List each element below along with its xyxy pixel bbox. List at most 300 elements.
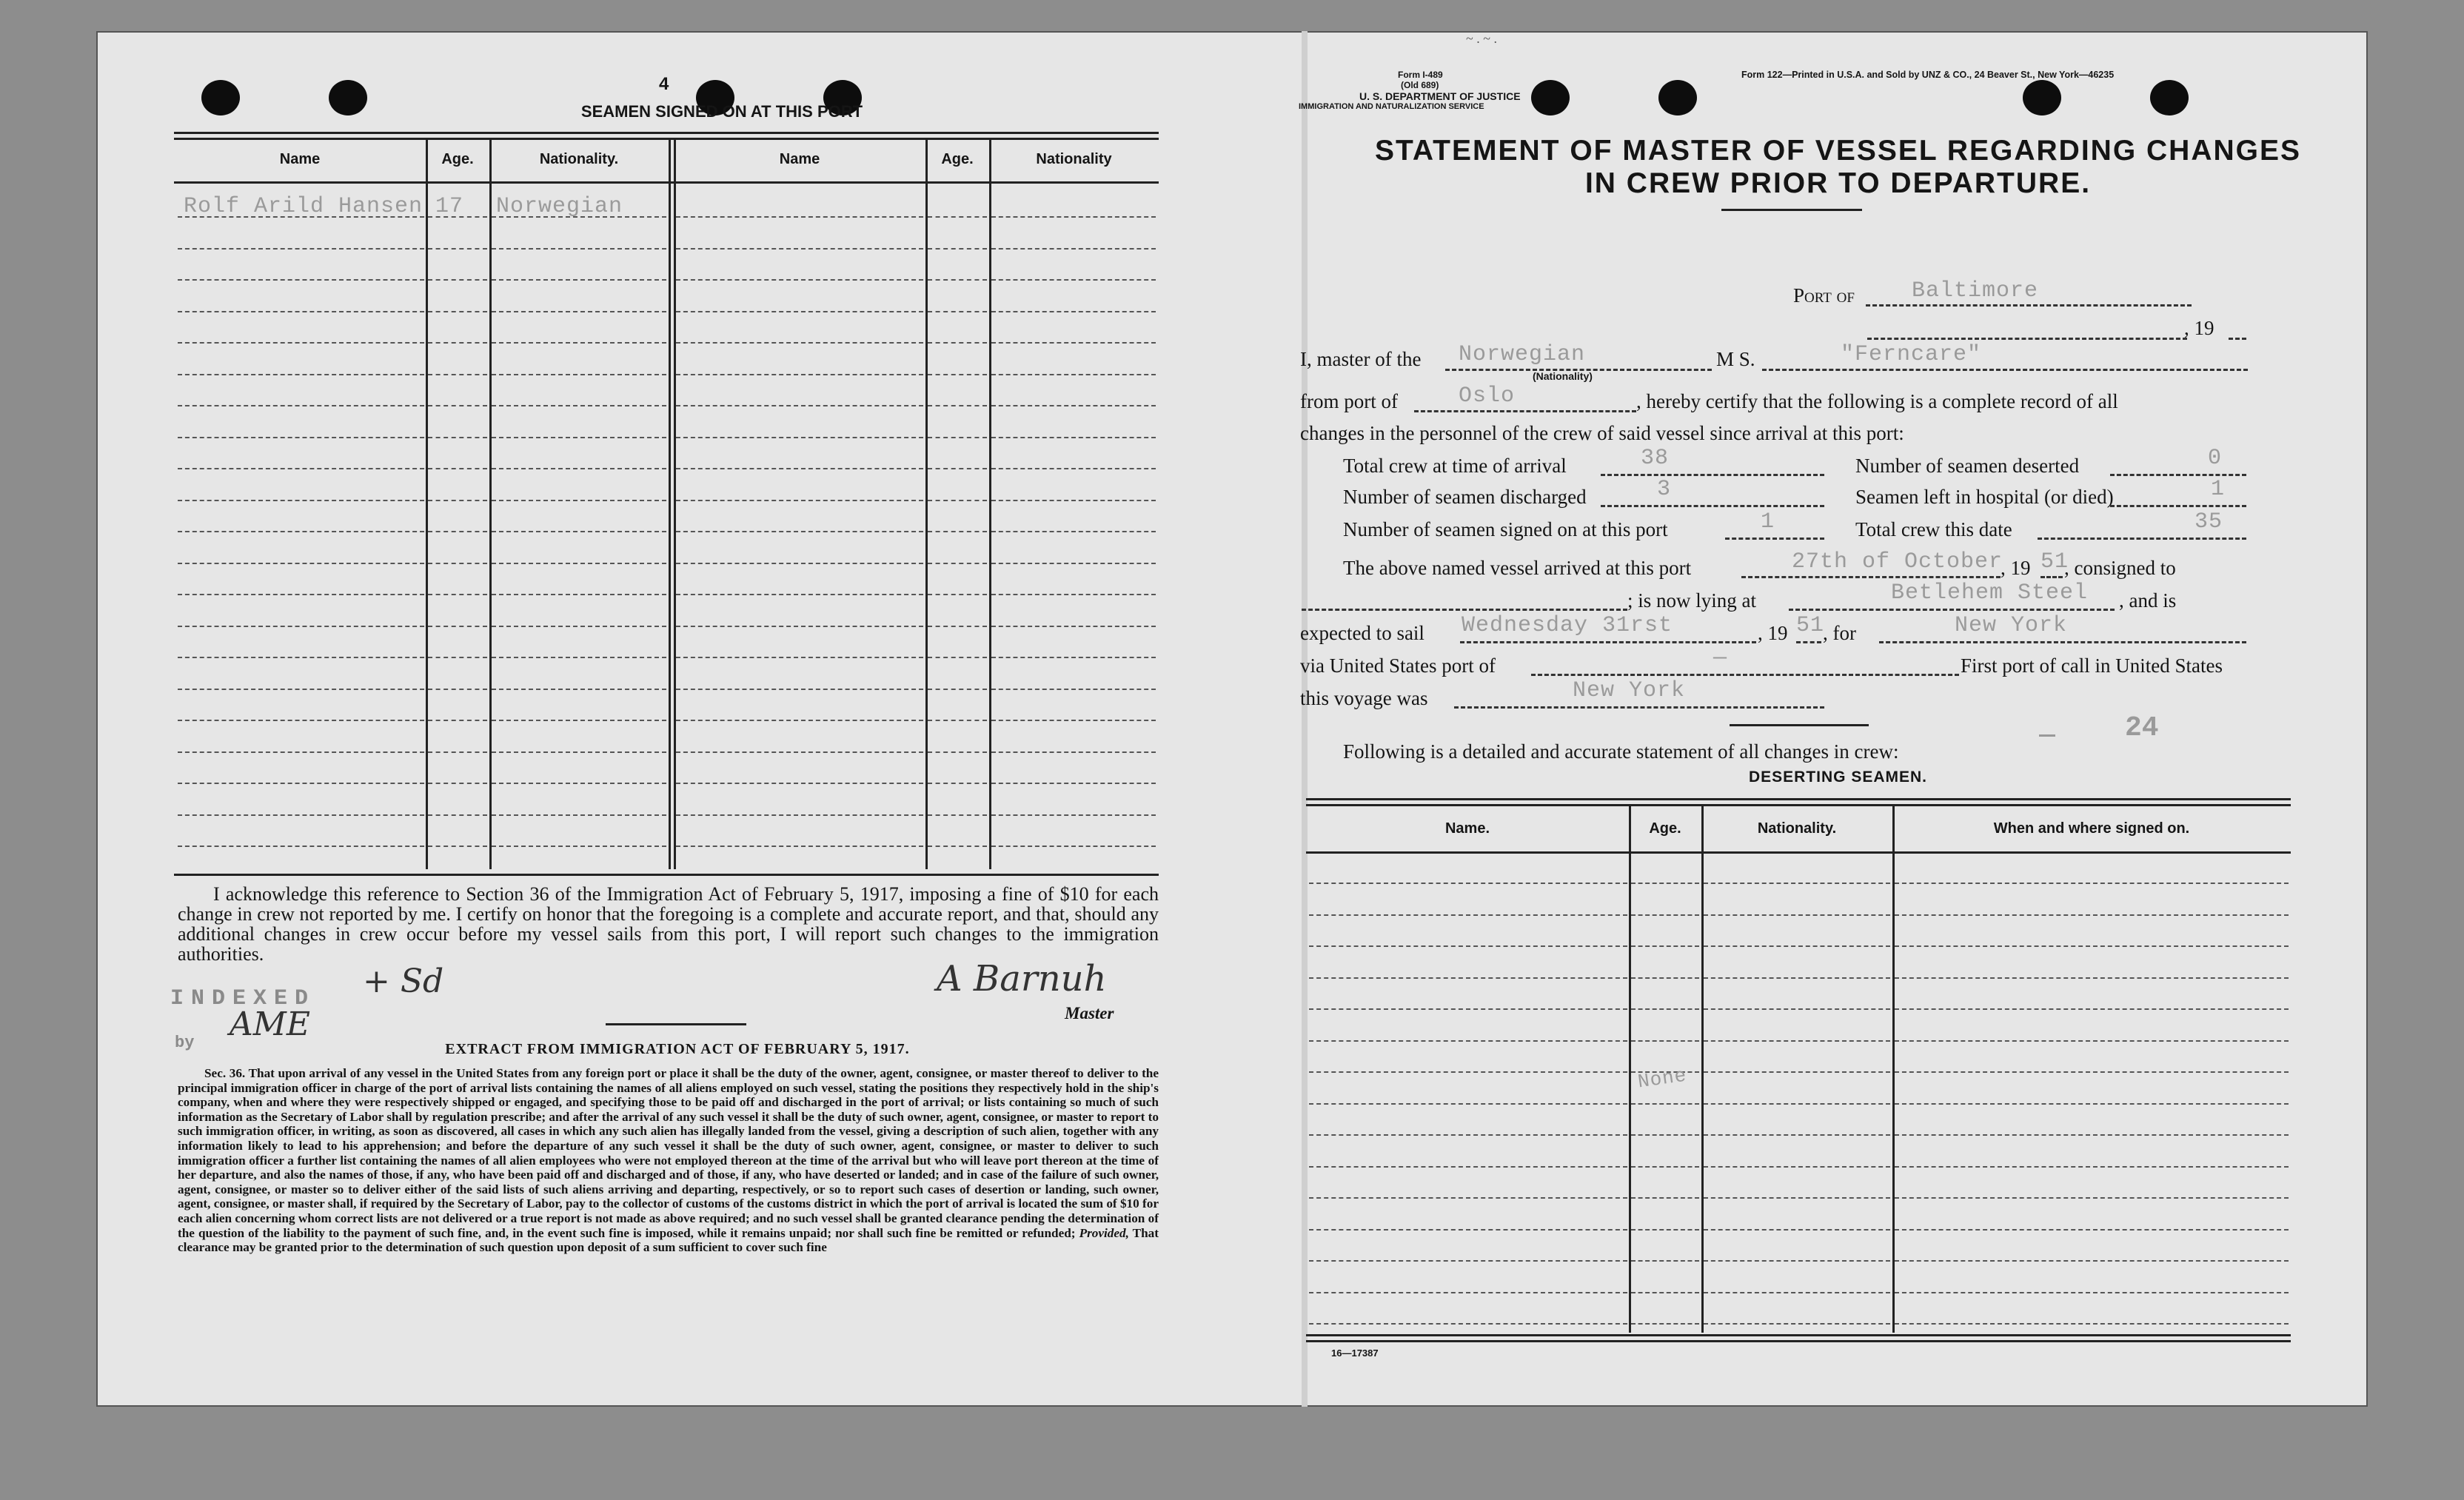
- total-crew-arrival-label: Total crew at time of arrival: [1343, 455, 1567, 477]
- indexed-stamp: INDEXED: [170, 986, 316, 1011]
- via-port-value: —: [1713, 646, 1728, 671]
- table-row-line: [1309, 1166, 1627, 1168]
- following-label: Following is a detailed and accurate statement of all changes in crew:: [1343, 740, 1899, 763]
- table-row-line: [428, 279, 487, 281]
- table-row-line: [428, 248, 487, 250]
- vessel-type: M S.: [1716, 348, 1755, 370]
- total-crew-date-label: Total crew this date: [1855, 518, 2012, 540]
- table-row-line: [492, 814, 666, 816]
- table-row-line: [492, 342, 666, 344]
- table-row-line: [991, 468, 1156, 469]
- deserting-header-when-where: When and where signed on.: [1993, 820, 2190, 837]
- table-row-line: [492, 500, 666, 501]
- table-row-line: [428, 563, 487, 564]
- footer-code: 16—17387: [1331, 1347, 1379, 1359]
- discharged-value: 3: [1657, 477, 1672, 502]
- total-crew-date-field: [2038, 535, 2246, 540]
- table-row-line: [492, 689, 666, 690]
- table-row-line: [991, 500, 1156, 501]
- table-row-line: [676, 531, 923, 532]
- table-row-line: [492, 657, 666, 658]
- table-row-line: [928, 216, 987, 218]
- table-row-line: [1704, 1292, 1890, 1293]
- lying-at-field: [1789, 606, 2115, 611]
- table-row-line: [676, 500, 923, 501]
- table-row-line: [991, 783, 1156, 784]
- table-row-line: [991, 531, 1156, 532]
- table-row-line: [1309, 1040, 1627, 1042]
- table-row-line: [1704, 1103, 1890, 1105]
- deserted-field: [2110, 471, 2246, 476]
- table-row-line: [1895, 1260, 2289, 1262]
- table-row-line: [492, 751, 666, 753]
- table-row-line: [1309, 1323, 1627, 1325]
- discharged-label: Number of seamen discharged: [1343, 486, 1587, 508]
- table-row-line: [492, 279, 666, 281]
- table-row-line: [428, 657, 487, 658]
- from-port-label: from port of: [1300, 390, 1398, 412]
- divider-rule: [1730, 724, 1869, 726]
- table-row-line: [428, 720, 487, 721]
- table-row-line: [1704, 1071, 1890, 1073]
- table-row-line: [492, 531, 666, 532]
- table-row-line: [178, 248, 424, 250]
- section-label: Sec. 36.: [204, 1066, 246, 1080]
- vessel-name-field: [1762, 366, 2248, 371]
- deserting-entry: None: [1636, 1064, 1689, 1094]
- table-row-line: [428, 814, 487, 816]
- table-row-line: [676, 689, 923, 690]
- table-row-line: [991, 216, 1156, 218]
- table-row-line: [991, 689, 1156, 690]
- table-row-line: [676, 468, 923, 469]
- table-row-line: [178, 814, 424, 816]
- table-row-line: [1895, 1292, 2289, 1293]
- table-row-line: [991, 248, 1156, 250]
- form-number: Form I-489: [1398, 70, 1443, 80]
- table-row-line: [928, 846, 987, 847]
- table-row-line: [492, 311, 666, 312]
- table-row-line: [928, 374, 987, 375]
- table-row-line: [1704, 1197, 1890, 1199]
- page-fold: [1302, 31, 1308, 1407]
- form-title-line-1: STATEMENT OF MASTER OF VESSEL REGARDING CHANGES: [1374, 135, 2302, 167]
- table-row-line: [928, 783, 987, 784]
- table-row-line: [1309, 1071, 1627, 1073]
- table-row-line: [1631, 1008, 1699, 1010]
- table-row-line: [1309, 945, 1627, 947]
- table-row-line: [676, 751, 923, 753]
- nationality-caption: (Nationality): [1533, 370, 1593, 382]
- year-prefix: , 19: [2184, 317, 2214, 339]
- column-divider: [1892, 806, 1895, 1333]
- table-row-line: [1631, 1323, 1699, 1325]
- table-row-line: [428, 500, 487, 501]
- deserting-header-nationality: Nationality.: [1757, 820, 1837, 837]
- table-row-line: [928, 626, 987, 627]
- punch-hole: [201, 80, 240, 115]
- table-row-line: [428, 342, 487, 344]
- table-row-line: [1631, 1197, 1699, 1199]
- table-row-line: [178, 594, 424, 595]
- table-row-line: [178, 657, 424, 658]
- table-row-line: [1895, 1008, 2289, 1010]
- table-row-line: [1895, 945, 2289, 947]
- master-signature: A Barnuh: [937, 958, 1107, 1000]
- table-row-line: [991, 657, 1156, 658]
- table-row-line: [928, 594, 987, 595]
- table-row-line: [178, 689, 424, 690]
- via-port-field: [1531, 671, 1959, 676]
- column-divider: [1701, 806, 1704, 1333]
- lying-label: ; is now lying at: [1627, 589, 1756, 612]
- table-row-line: [1631, 1166, 1699, 1168]
- table-row-line: [492, 468, 666, 469]
- table-row-line: [1895, 1197, 2289, 1199]
- table-row-line: [1309, 1103, 1627, 1105]
- table-row-line: [676, 342, 923, 344]
- table-bottom-rule: [174, 874, 1159, 876]
- sail-year-prefix: , 19: [1758, 622, 1788, 644]
- stamp-dash: [2039, 734, 2055, 737]
- total-crew-arrival-value: 38: [1641, 446, 1670, 471]
- table-row-line: [1704, 977, 1890, 979]
- table-row-line: [428, 626, 487, 627]
- table-row-line: [1895, 883, 2289, 884]
- table-row-line: [492, 626, 666, 627]
- table-row-line: [991, 405, 1156, 406]
- table-row-line: [928, 814, 987, 816]
- table-row-line: [676, 594, 923, 595]
- table-row-line: [676, 311, 923, 312]
- table-row-line: [428, 468, 487, 469]
- hospital-field: [2110, 502, 2246, 507]
- total-crew-arrival-field: [1601, 471, 1824, 476]
- and-is-label: , and is: [2119, 589, 2177, 612]
- vessel-name-value: "Ferncare": [1841, 342, 1982, 367]
- title-rule: [1721, 209, 1862, 211]
- table-row-line: [1631, 945, 1699, 947]
- table-row-line: [991, 563, 1156, 564]
- table-row-line: [928, 531, 987, 532]
- punch-hole: [329, 80, 367, 115]
- signed-on-field: [1725, 535, 1824, 540]
- department-name: U. S. DEPARTMENT OF JUSTICE: [1359, 90, 1521, 102]
- table-row-line: [1309, 883, 1627, 884]
- table-row-line: [178, 279, 424, 281]
- first-port-label: First port of call in United States: [1961, 654, 2223, 677]
- table-row-line: [991, 626, 1156, 627]
- table-row-line: [928, 563, 987, 564]
- changes-text: changes in the personnel of the crew of said vessel since arrival at this port:: [1300, 422, 1904, 444]
- entry-name: Rolf Arild Hansen: [184, 194, 424, 219]
- arrived-date-value: 27th of October: [1792, 549, 2003, 575]
- table-row-line: [1704, 1008, 1890, 1010]
- column-header-nationality: Nationality: [1036, 151, 1112, 167]
- table-row-line: [178, 563, 424, 564]
- deserting-table-header-rule: [1306, 851, 2291, 854]
- table-row-line: [178, 374, 424, 375]
- table-row-line: [676, 405, 923, 406]
- table-row-line: [1631, 1260, 1699, 1262]
- for-label: , for: [1823, 622, 1856, 644]
- table-row-line: [676, 437, 923, 438]
- certify-text: , hereby certify that the following is a complete record of all: [1636, 390, 2118, 412]
- table-row-line: [676, 846, 923, 847]
- table-row-line: [178, 437, 424, 438]
- master-of-label: I, master of the: [1300, 348, 1422, 370]
- deserting-header-name: Name.: [1444, 820, 1490, 837]
- table-row-line: [928, 500, 987, 501]
- table-row-line: [991, 279, 1156, 281]
- table-row-line: [492, 563, 666, 564]
- deserting-header-age: Age.: [1649, 820, 1681, 837]
- table-row-line: [492, 405, 666, 406]
- table-row-line: [1895, 1071, 2289, 1073]
- table-row-line: [991, 311, 1156, 312]
- table-row-line: [1704, 1323, 1890, 1325]
- table-row-line: [991, 594, 1156, 595]
- table-row-line: [492, 594, 666, 595]
- table-row-line: [676, 248, 923, 250]
- section-body: That upon arrival of any vessel in the United States from any foreign port or place it shall be the duty of the owner, agent, consignee, or master thereof to deliver to the principal immigration officer in charge of the port of arrival lists containing the names of all aliens employed on such vessel, stating the positions they respectively hold in the ship's company, when and where they were respectively shipped or engaged, and specifying those to be paid off and discharged in the port of arrival; or lists containing so much of such information as the Secretary of Labor shall by regulation prescribe; and after the arrival of any such vessel it shall be the duty of such owner, agent, consignee, or master to report to such immigration officer, in writing, as soon as discovered, all cases in which any such alien has illegally landed from the vessel, giving a description of such alien, together with any information likely to lead to his apprehension; and before the departure of any such vessel it shall be the duty of such owner, agent, consignee, or master to deliver to such immigration officer a further list containing the names of all alien employees who were not employed thereon at the time of the arrival but who will leave port thereon at the time of her departure, and also the names of those, if any, who have been paid off and discharged and of those, if any, who have deserted or landed; and in case of the failure of such owner, agent, consignee, or master so to deliver either of the said lists of such aliens arriving and departing, respectively, or so to report such cases of desertion or landing, such owner, agent, consignee, or master shall, if required by the Secretary of Labor, pay to the collector of customs of the customs district in which the port of arrival is located the sum of $10 for each alien concerning whom correct lists are not delivered or a true report is not made as above required; and no such vessel shall be granted clearance pending the determination of the question of the liability to the payment of such fine, and, in the event such fine is imposed, while it remains unpaid; nor shall such fine be remitted or refunded;: [178, 1066, 1159, 1240]
- table-row-line: [1309, 914, 1627, 916]
- entry-age: 17: [435, 194, 464, 219]
- table-row-line: [1704, 1229, 1890, 1231]
- table-row-line: [1309, 1197, 1627, 1199]
- column-divider: [669, 139, 671, 869]
- via-label: via United States port of: [1300, 654, 1496, 677]
- table-row-line: [1704, 945, 1890, 947]
- column-header-name: Name: [779, 151, 820, 167]
- first-port-value: New York: [1573, 678, 1686, 703]
- table-row-line: [178, 311, 424, 312]
- table-row-line: [991, 720, 1156, 721]
- table-row-line: [428, 531, 487, 532]
- section-36-text: [178, 1066, 1159, 1255]
- table-row-line: [1309, 977, 1627, 979]
- expected-label: expected to sail: [1300, 622, 1424, 644]
- master-label: Master: [1065, 1004, 1114, 1022]
- table-row-line: [1631, 1040, 1699, 1042]
- page-number: 4: [659, 74, 669, 94]
- table-row-line: [928, 720, 987, 721]
- table-row-line: [428, 689, 487, 690]
- table-row-line: [178, 500, 424, 501]
- form-old-number: (Old 689): [1401, 80, 1439, 90]
- column-header-nationality: Nationality.: [539, 151, 619, 167]
- table-row-line: [1309, 1229, 1627, 1231]
- table-row-line: [492, 437, 666, 438]
- table-row-line: [928, 279, 987, 281]
- table-row-line: [1631, 883, 1699, 884]
- table-row-line: [1704, 1134, 1890, 1136]
- table-row-line: [492, 720, 666, 721]
- table-row-line: [178, 751, 424, 753]
- table-row-line: [676, 814, 923, 816]
- provided-body: That clearance may be granted prior to the determination of such question upon deposit of a sum sufficient to cover such fine: [178, 1225, 1159, 1255]
- table-row-line: [1631, 914, 1699, 916]
- table-row-line: [492, 374, 666, 375]
- table-row-line: [676, 657, 923, 658]
- table-row-line: [991, 342, 1156, 344]
- table-row-line: [178, 531, 424, 532]
- total-crew-date-value: 35: [2194, 509, 2223, 535]
- table-row-line: [1704, 1260, 1890, 1262]
- form-title-line-2: IN CREW PRIOR TO DEPARTURE.: [1584, 167, 2092, 199]
- table-row-line: [991, 814, 1156, 816]
- indexed-by-label: by: [175, 1034, 195, 1052]
- sail-year-field: [1796, 638, 1821, 643]
- date-field: [1867, 335, 2187, 340]
- table-row-line: [1631, 1292, 1699, 1293]
- table-row-line: [428, 846, 487, 847]
- table-row-line: [928, 468, 987, 469]
- column-header-name: Name: [279, 151, 321, 167]
- table-row-line: [428, 311, 487, 312]
- deserted-label: Number of seamen deserted: [1855, 455, 2080, 477]
- extract-rule: [606, 1023, 746, 1025]
- table-row-line: [178, 342, 424, 344]
- table-row-line: [1704, 1040, 1890, 1042]
- table-row-line: [676, 626, 923, 627]
- table-row-line: [492, 846, 666, 847]
- table-row-line: [1895, 977, 2289, 979]
- table-row-line: [428, 437, 487, 438]
- table-row-line: [991, 437, 1156, 438]
- year-field: [2229, 335, 2246, 340]
- sail-year-value: 51: [1796, 613, 1825, 638]
- table-row-line: [1631, 1229, 1699, 1231]
- deserting-table-bottom-rule: [1306, 1334, 2291, 1336]
- column-divider: [1629, 806, 1631, 1333]
- table-row-line: [1631, 977, 1699, 979]
- table-row-line: [928, 342, 987, 344]
- table-top-rule: [174, 132, 1159, 134]
- table-row-line: [178, 720, 424, 721]
- destination-field: [1879, 638, 2246, 643]
- punch-hole: [1658, 80, 1697, 115]
- table-row-line: [428, 374, 487, 375]
- table-row-line: [178, 405, 424, 406]
- top-fragment: ~ . ~ .: [1466, 31, 1497, 46]
- first-port-field: [1454, 703, 1824, 709]
- hospital-value: 1: [2211, 477, 2226, 502]
- table-row-line: [1309, 1292, 1627, 1293]
- table-row-line: [1895, 1103, 2289, 1105]
- table-row-line: [676, 279, 923, 281]
- table-row-line: [676, 374, 923, 375]
- punch-hole: [2023, 80, 2061, 115]
- deserting-title: DESERTING SEAMEN.: [1748, 769, 1928, 786]
- table-row-line: [1309, 1260, 1627, 1262]
- arrived-year-value: 51: [2040, 549, 2069, 575]
- nationality-value: Norwegian: [1459, 342, 1586, 367]
- table-row-line: [928, 311, 987, 312]
- stamp-number: 24: [2125, 712, 2159, 744]
- column-header-age: Age.: [441, 151, 474, 167]
- table-row-line: [1631, 1103, 1699, 1105]
- table-row-line: [1895, 1229, 2289, 1231]
- table-row-line: [928, 751, 987, 753]
- initials: AME: [230, 1005, 310, 1043]
- provided-label: Provided,: [1079, 1225, 1129, 1240]
- extract-title: EXTRACT FROM IMMIGRATION ACT OF FEBRUARY 5, 1917.: [445, 1041, 910, 1057]
- column-header-age: Age.: [941, 151, 974, 167]
- table-row-line: [178, 783, 424, 784]
- table-row-line: [1895, 1040, 2289, 1042]
- table-row-line: [1704, 914, 1890, 916]
- from-port-field: [1414, 407, 1636, 412]
- table-row-line: [1895, 914, 2289, 916]
- table-row-line: [428, 594, 487, 595]
- table-row-line: [178, 846, 424, 847]
- consigned-label: , consigned to: [2064, 557, 2176, 579]
- table-row-line: [928, 689, 987, 690]
- printer-note: Form 122—Printed in U.S.A. and Sold by UNZ & CO., 24 Beaver St., New York—46235: [1741, 70, 2115, 80]
- acknowledgement-text: [178, 884, 1159, 964]
- table-row-line: [1895, 1134, 2289, 1136]
- port-of-label: Port of: [1793, 284, 1855, 307]
- punch-hole: [2150, 80, 2189, 115]
- table-row-line: [676, 216, 923, 218]
- table-row-line: [492, 248, 666, 250]
- table-row-line: [1631, 1134, 1699, 1136]
- table-row-line: [991, 374, 1156, 375]
- table-row-line: [1309, 1008, 1627, 1010]
- table-row-line: [1895, 1166, 2289, 1168]
- table-header-rule: [174, 181, 1159, 184]
- sail-date-value: Wednesday 31rst: [1462, 613, 1673, 638]
- table-row-line: [928, 405, 987, 406]
- service-name: IMMIGRATION AND NATURALIZATION SERVICE: [1299, 102, 1484, 111]
- left-heading: SEAMEN SIGNED ON AT THIS PORT: [580, 102, 863, 121]
- entry-nationality: Norwegian: [496, 194, 623, 219]
- table-row-line: [492, 783, 666, 784]
- table-row-line: [428, 405, 487, 406]
- table-row-line: [928, 248, 987, 250]
- lying-at-value: Betlehem Steel: [1891, 580, 2089, 606]
- acknowledgement-sentence: I acknowledge this reference to Section 36 of the Immigration Act of February 5, 1917, imposing a fine of $10 for each change in crew not reported by me. I certify on honor that the foregoing is a complete and accurate report, and that, should any additional changes in crew occur before my vessel sails from this port, I will report such changes to the immigration authorities.: [178, 883, 1159, 965]
- consignee-field: [1302, 606, 1627, 611]
- table-row-line: [928, 657, 987, 658]
- table-row-line: [428, 783, 487, 784]
- hospital-label: Seamen left in hospital (or died): [1855, 486, 2114, 508]
- document-sheet: [96, 31, 2368, 1407]
- table-row-line: [1704, 1166, 1890, 1168]
- table-row-line: [676, 720, 923, 721]
- deserting-table-top-rule: [1306, 804, 2291, 806]
- table-top-rule: [174, 138, 1159, 140]
- arrived-label: The above named vessel arrived at this port: [1343, 557, 1692, 579]
- port-of-value: Baltimore: [1912, 278, 2039, 304]
- indexed-mark: + Sd: [363, 962, 444, 1000]
- table-row-line: [676, 783, 923, 784]
- table-row-line: [1309, 1134, 1627, 1136]
- arrived-year-prefix: , 19: [2001, 557, 2031, 579]
- table-row-line: [178, 626, 424, 627]
- signed-on-label: Number of seamen signed on at this port: [1343, 518, 1668, 540]
- table-row-line: [991, 751, 1156, 753]
- table-row-line: [676, 563, 923, 564]
- table-row-line: [1704, 883, 1890, 884]
- signed-on-value: 1: [1761, 509, 1775, 535]
- voyage-label: this voyage was: [1300, 687, 1428, 709]
- punch-hole: [1531, 80, 1570, 115]
- table-row-line: [991, 846, 1156, 847]
- deserted-value: 0: [2208, 446, 2223, 471]
- destination-value: New York: [1955, 613, 2068, 638]
